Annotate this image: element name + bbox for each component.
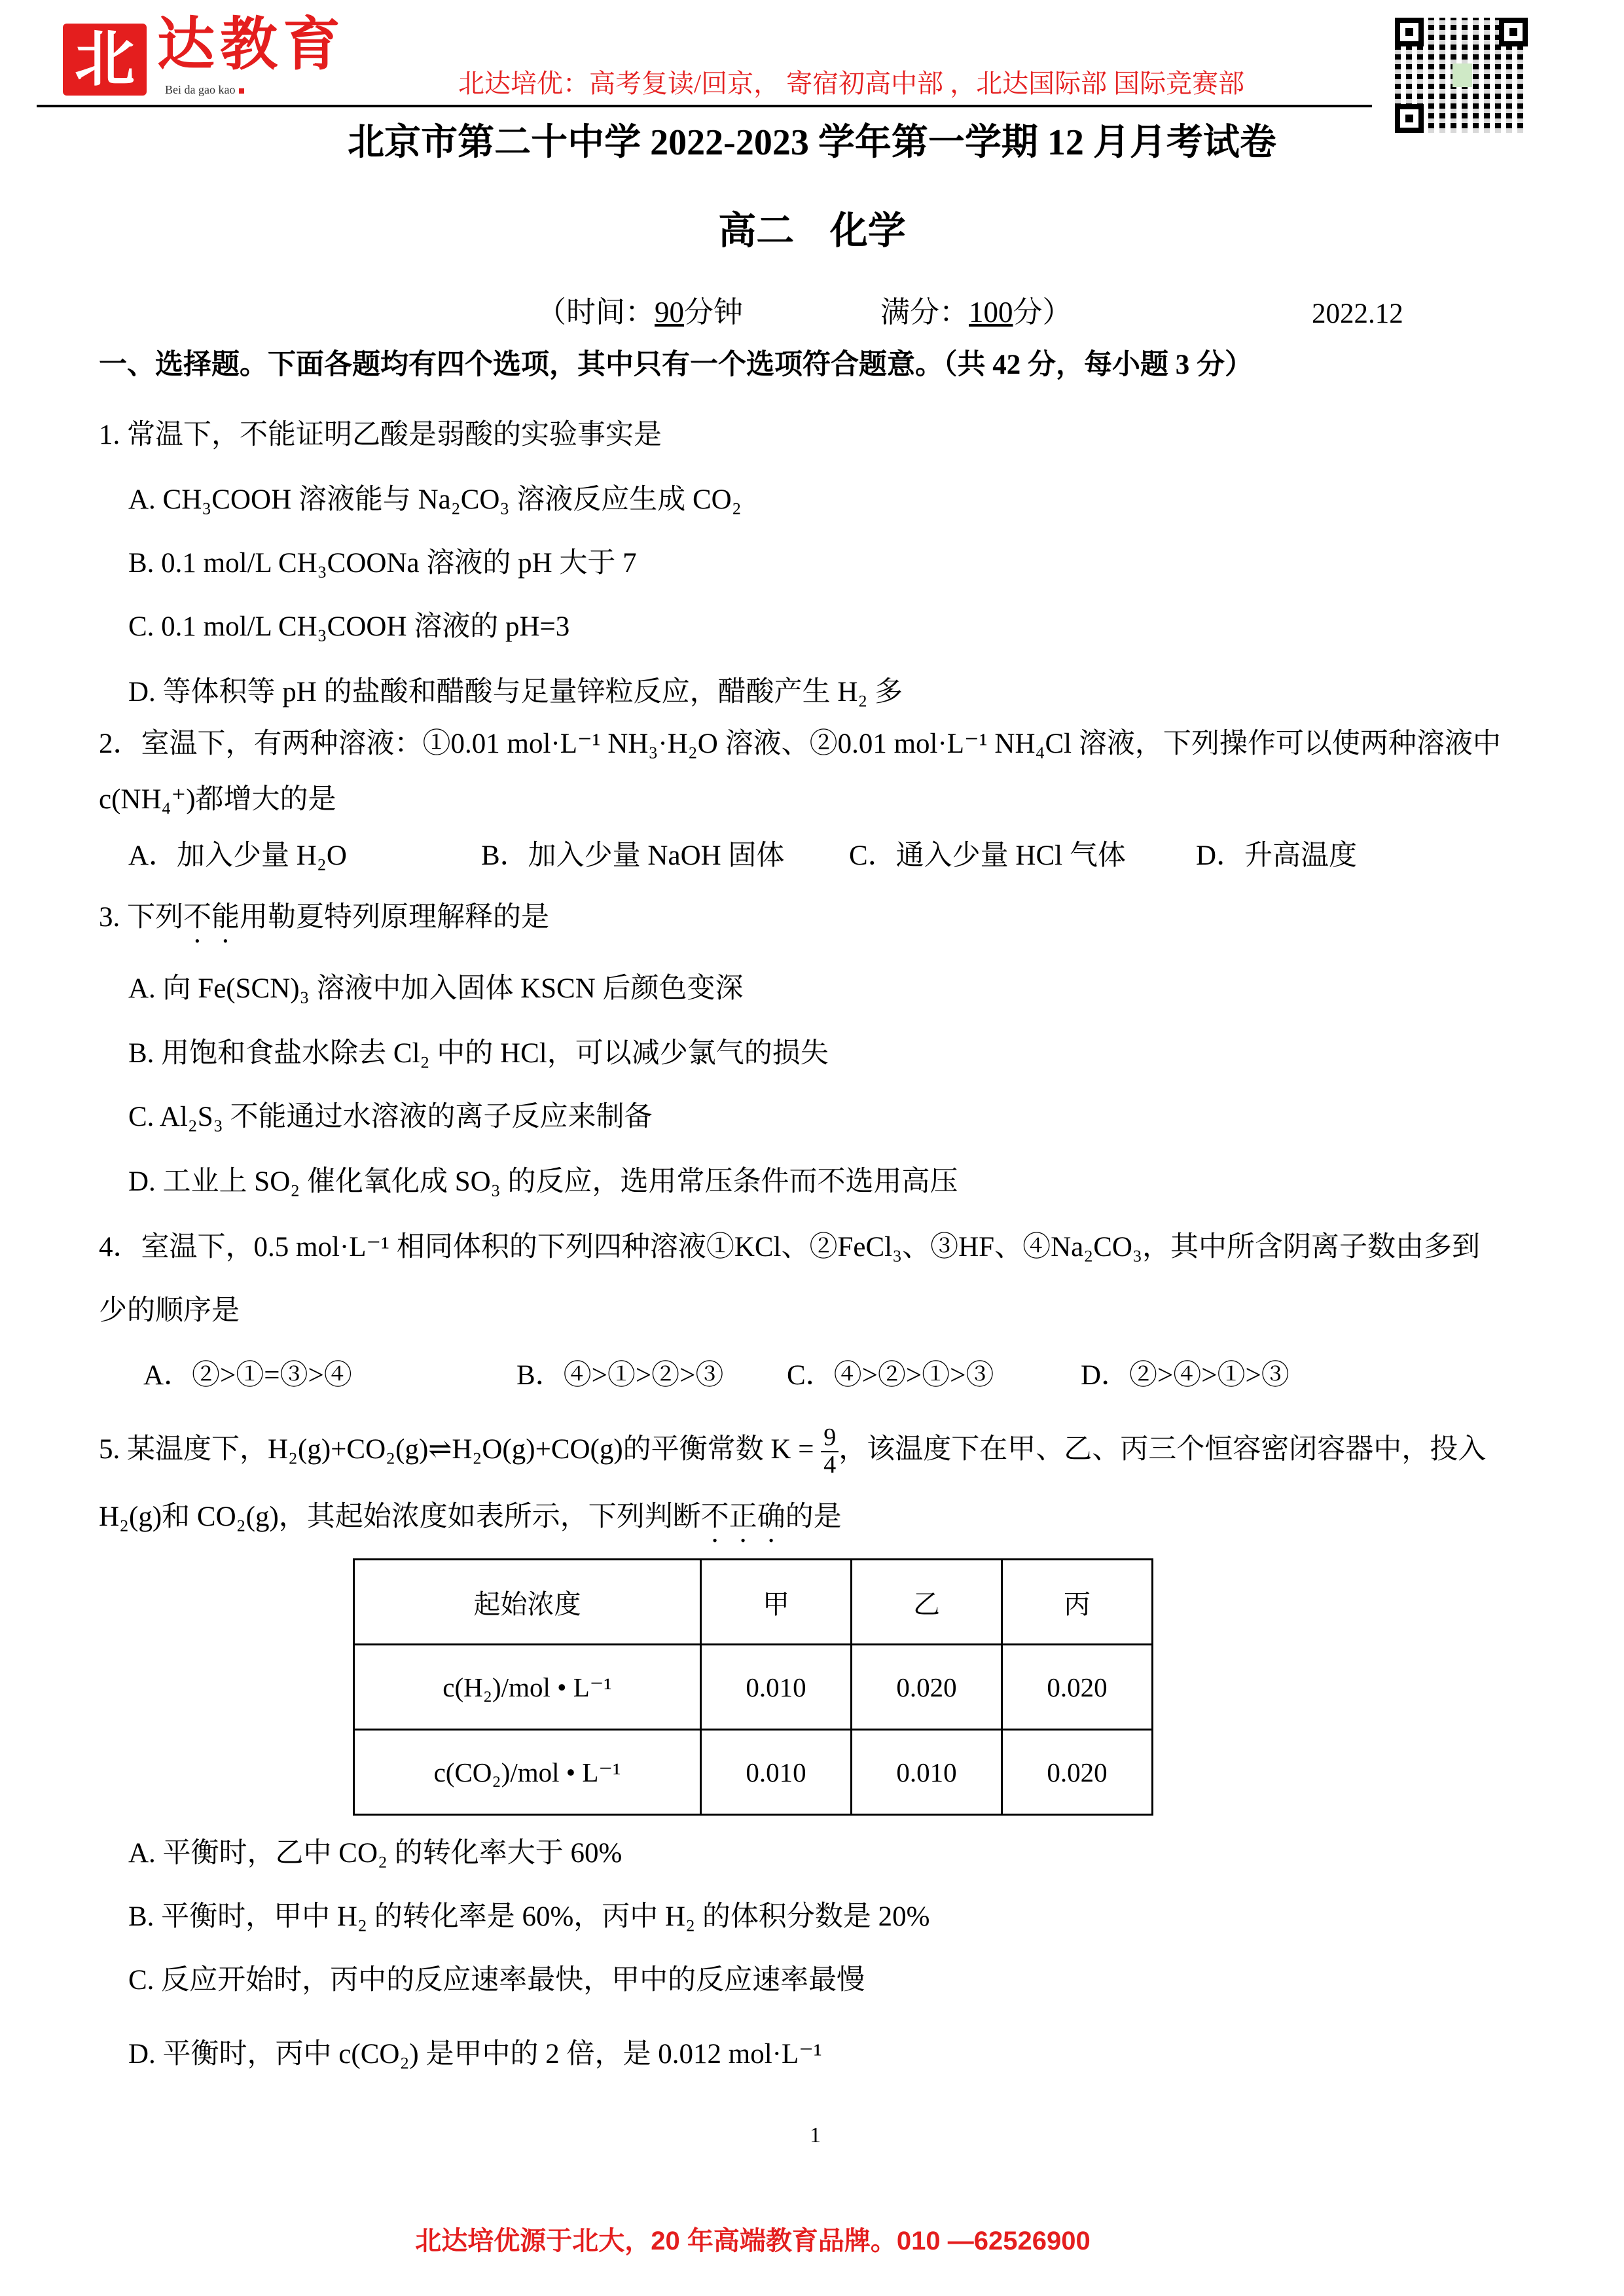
stem-text: 3. 下列 (99, 902, 183, 933)
question-2-option-d: D．升高温度 (1196, 840, 1358, 871)
score-unit: 分） (1013, 296, 1072, 329)
table-header: 甲 (701, 1560, 852, 1645)
question-3-option-c: C. Al₂S₃ 不能通过水溶液的离子反应来制备 (128, 1102, 653, 1132)
question-5-stem-cont (99, 1501, 842, 1549)
table-cell: 0.020 (852, 1645, 1002, 1730)
question-2-option-b: B．加入少量 NaOH 固体 (481, 840, 785, 871)
table-cell: 0.010 (701, 1730, 852, 1815)
qr-finder (1395, 18, 1424, 46)
table-cell: 0.010 (701, 1645, 852, 1730)
table-cell: c(H₂)/mol • L⁻¹ (354, 1645, 701, 1730)
question-1-option-a: A. CH₃COOH 溶液能与 Na₂CO₃ 溶液反应生成 CO₂ (128, 484, 742, 515)
page-number: 1 (810, 2123, 821, 2147)
exam-subtitle: 高二 化学 (718, 209, 906, 252)
table-cell: 0.010 (852, 1730, 1002, 1815)
concentration-table (353, 1558, 1153, 1816)
qr-finder (1395, 104, 1424, 133)
question-2-option-a: A．加入少量 H₂O (128, 840, 347, 871)
table-header: 起始浓度 (354, 1560, 701, 1645)
question-4-option-b: B．④>①>②>③ (516, 1360, 724, 1391)
stem-text: 用勒夏特列原理解释的是 (240, 902, 549, 933)
k-fraction (821, 1425, 839, 1479)
footer-slogan: 北达培优源于北大，20 年高端教育品牌。010 —62526900 (415, 2227, 1091, 2255)
stem-text: 的是 (785, 1501, 842, 1532)
logo-text: 达教育 (157, 14, 346, 77)
logo-sub-text: Bei da gao kao (165, 83, 236, 96)
question-2-option-c: C．通入少量 HCl 气体 (849, 840, 1126, 871)
section-heading: 一、选择题。下面各题均有四个选项，其中只有一个选项符合题意。（共 42 分，每小题 3 分） (99, 350, 1253, 380)
time-value: 90 (655, 296, 685, 329)
exam-date: 2022.12 (1312, 298, 1403, 329)
time-unit: 分钟 (684, 296, 744, 329)
question-4-option-d: D．②>④>①>③ (1081, 1360, 1290, 1391)
question-3-option-d: D. 工业上 SO₂ 催化氧化成 SO₃ 的反应，选用常压条件而不选用高压 (128, 1166, 958, 1197)
question-2-stem-cont: c(NH₄⁺)都增大的是 (99, 784, 336, 815)
table-header-row (354, 1560, 1153, 1645)
table-header: 乙 (852, 1560, 1002, 1645)
stem-emphasis: 不能 (183, 902, 240, 933)
question-5-stem (99, 1420, 1486, 1479)
question-1-option-d: D. 等体积等 pH 的盐酸和醋酸与足量锌粒反应，醋酸产生 H₂ 多 (128, 677, 903, 708)
question-4-option-c: C．④>②>①>③ (787, 1360, 994, 1391)
question-4-stem-cont: 少的顺序是 (99, 1295, 240, 1326)
question-4-option-a: A．②>①=③>④ (143, 1360, 352, 1391)
qr-finder (1499, 18, 1528, 46)
qr-center-logo (1453, 63, 1472, 87)
table-header: 丙 (1002, 1560, 1153, 1645)
stem-text: ，该温度下在甲、乙、丙三个恒容密闭容器中，投入 (839, 1434, 1487, 1465)
k-numerator: 9 (821, 1425, 839, 1452)
exam-title: 北京市第二十中学 2022-2023 学年第一学期 12 月月考试卷 (348, 122, 1276, 163)
stem-text: 5. 某温度下，H₂(g)+CO₂(g)⇌H₂O(g)+CO(g)的平衡常数 K = (99, 1434, 814, 1465)
stem-text: H₂(g)和 CO₂(g)，其起始浓度如表所示，下列判断 (99, 1501, 701, 1532)
table-cell: 0.020 (1002, 1645, 1153, 1730)
table-cell: c(CO₂)/mol • L⁻¹ (354, 1730, 701, 1815)
score-value: 100 (969, 296, 1013, 329)
qr-code-icon (1395, 18, 1528, 133)
question-1-option-b: B. 0.1 mol/L CH₃COONa 溶液的 pH 大于 7 (128, 548, 637, 579)
stem-emphasis: 不正确 (700, 1501, 785, 1532)
question-3-option-b: B. 用饱和食盐水除去 Cl₂ 中的 HCl，可以减少氯气的损失 (128, 1038, 829, 1069)
question-5-option-c: C. 反应开始时，丙中的反应速率最快，甲中的反应速率最慢 (128, 1965, 865, 1996)
question-4-stem: 4．室温下，0.5 mol·L⁻¹ 相同体积的下列四种溶液①KCl、②FeCl₃、③HF、④Na₂CO₃，其中所含阴离子数由多到 (99, 1232, 1480, 1263)
logo-mark: 北 (63, 24, 147, 96)
slogan: 北达培优：高考复读/回京， 寄宿初高中部 ，北达国际部 国际竞赛部 (458, 69, 1245, 98)
time-label: （时间： (537, 296, 655, 329)
question-5-option-d: D. 平衡时，丙中 c(CO₂) 是甲中的 2 倍，是 0.012 mol·L⁻¹ (128, 2039, 822, 2070)
logo-subtitle (165, 84, 244, 96)
question-3-option-a: A. 向 Fe(SCN)₃ 溶液中加入固体 KSCN 后颜色变深 (128, 973, 744, 1004)
header-divider (37, 105, 1372, 107)
question-5-option-a: A. 平衡时，乙中 CO₂ 的转化率大于 60% (128, 1838, 623, 1869)
table-cell: 0.020 (1002, 1730, 1153, 1815)
table-row (354, 1730, 1153, 1815)
exam-time (537, 298, 743, 327)
k-denominator: 4 (823, 1451, 837, 1479)
question-1-option-c: C. 0.1 mol/L CH₃COOH 溶液的 pH=3 (128, 611, 570, 642)
question-2-stem: 2．室温下，有两种溶液：①0.01 mol·L⁻¹ NH₃·H₂O 溶液、②0.01 mol·L⁻¹ NH₄Cl 溶液，下列操作可以使两种溶液中 (99, 728, 1501, 759)
question-5-option-b: B. 平衡时，甲中 H₂ 的转化率是 60%，丙中 H₂ 的体积分数是 20% (128, 1901, 930, 1932)
score-label: 满分： (880, 296, 969, 329)
logo-dot (239, 88, 244, 94)
question-3-stem (99, 902, 549, 949)
table-row (354, 1645, 1153, 1730)
exam-score (880, 298, 1072, 327)
question-1-stem: 1. 常温下，不能证明乙酸是弱酸的实验事实是 (99, 420, 662, 450)
